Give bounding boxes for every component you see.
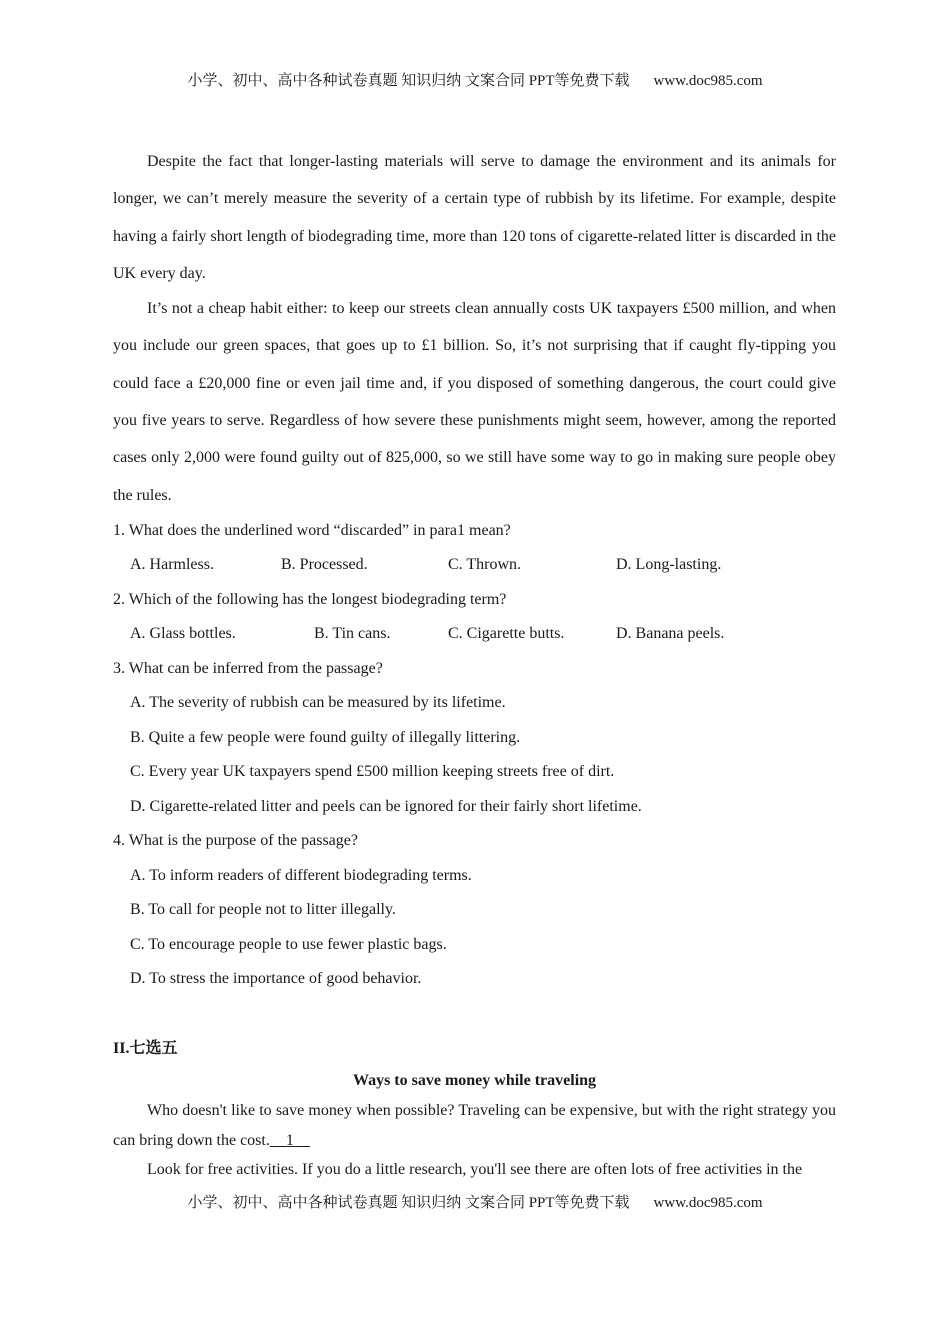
section-paragraph-1 — [113, 1096, 836, 1155]
q3-option-b: B. Quite a few people were found guilty of illegally littering. — [130, 728, 521, 746]
question-2: 2. Which of the following has the longest biodegrading term? — [113, 590, 507, 608]
q2-option-d: D. Banana peels. — [616, 625, 725, 643]
question-1: 1. What does the underlined word “discarded” in para1 mean? — [113, 521, 511, 539]
passage-paragraph-2: It’s not a cheap habit either: to keep our streets clean annually costs UK taxpayers £500 million, and when you include our green spaces, that goes up to £1 billion. So, it’s not surprising that if caught fly-tipping you could face a £20,000 fine or even jail time and, if you disposed of something dangerous, the court could give you five years to serve. Regardless of how severe these punishments might seem, however, among the reported cases only 2,000 were found guilty out of 825,000, so we still have some way to go in making sure people obey the rules. — [113, 300, 836, 504]
question-3: 3. What can be inferred from the passage? — [113, 659, 383, 677]
q2-option-a: A. Glass bottles. — [130, 625, 236, 643]
page-header — [0, 69, 950, 90]
q4-option-a: A. To inform readers of different biodegrading terms. — [130, 866, 472, 884]
passage-paragraph-1: Despite the fact that longer-lasting materials will serve to damage the environment and its animals for longer, we can’t merely measure the severity of a certain type of rubbish by its lifetime. For example, despite having a fairly short length of biodegrading time, more than 120 tons of cigarette-related litter is discarded in the UK every day. — [113, 153, 836, 282]
section-title: Ways to save money while traveling — [352, 1072, 597, 1090]
section-paragraph-2: Look for free activities. If you do a little research, you'll see there are often lots of free activities in the — [147, 1161, 803, 1179]
question-1-options — [113, 548, 836, 583]
q4-option-b: B. To call for people not to litter illegally. — [130, 901, 396, 919]
q1-option-b: B. Processed. — [281, 556, 368, 574]
question-2-options — [113, 617, 836, 652]
page-footer — [0, 1191, 950, 1212]
page-content — [113, 143, 836, 1185]
q2-option-c: C. Cigarette butts. — [448, 625, 565, 643]
header-text: 小学、初中、高中各种试卷真题 知识归纳 文案合同 PPT等免费下载 — [187, 73, 630, 89]
q1-option-c: C. Thrown. — [448, 556, 522, 574]
q4-option-c: C. To encourage people to use fewer plastic bags. — [130, 935, 447, 953]
footer-site-link[interactable]: www.doc985.com — [653, 1195, 763, 1211]
q1-option-d: D. Long-lasting. — [616, 556, 722, 574]
q3-option-c: C. Every year UK taxpayers spend £500 million keeping streets free of dirt. — [130, 763, 615, 781]
q1-option-a: A. Harmless. — [130, 556, 214, 574]
q4-option-d: D. To stress the importance of good behavior. — [130, 970, 422, 988]
question-4: 4. What is the purpose of the passage? — [113, 832, 358, 850]
section-paragraph-1-text: Who doesn't like to save money when possible? Traveling can be expensive, but with the right strategy you can bring down the cost. — [113, 1102, 836, 1149]
q3-option-a: A. The severity of rubbish can be measured by its lifetime. — [130, 694, 506, 712]
q3-option-d: D. Cigarette-related litter and peels can be ignored for their fairly short lifetime. — [130, 797, 642, 815]
q2-option-b: B. Tin cans. — [314, 625, 391, 643]
section-heading: II.七选五 — [113, 1039, 178, 1057]
blank-1: __1__ — [269, 1131, 310, 1149]
footer-text: 小学、初中、高中各种试卷真题 知识归纳 文案合同 PPT等免费下载 — [187, 1195, 630, 1211]
header-site-link[interactable]: www.doc985.com — [653, 73, 763, 89]
